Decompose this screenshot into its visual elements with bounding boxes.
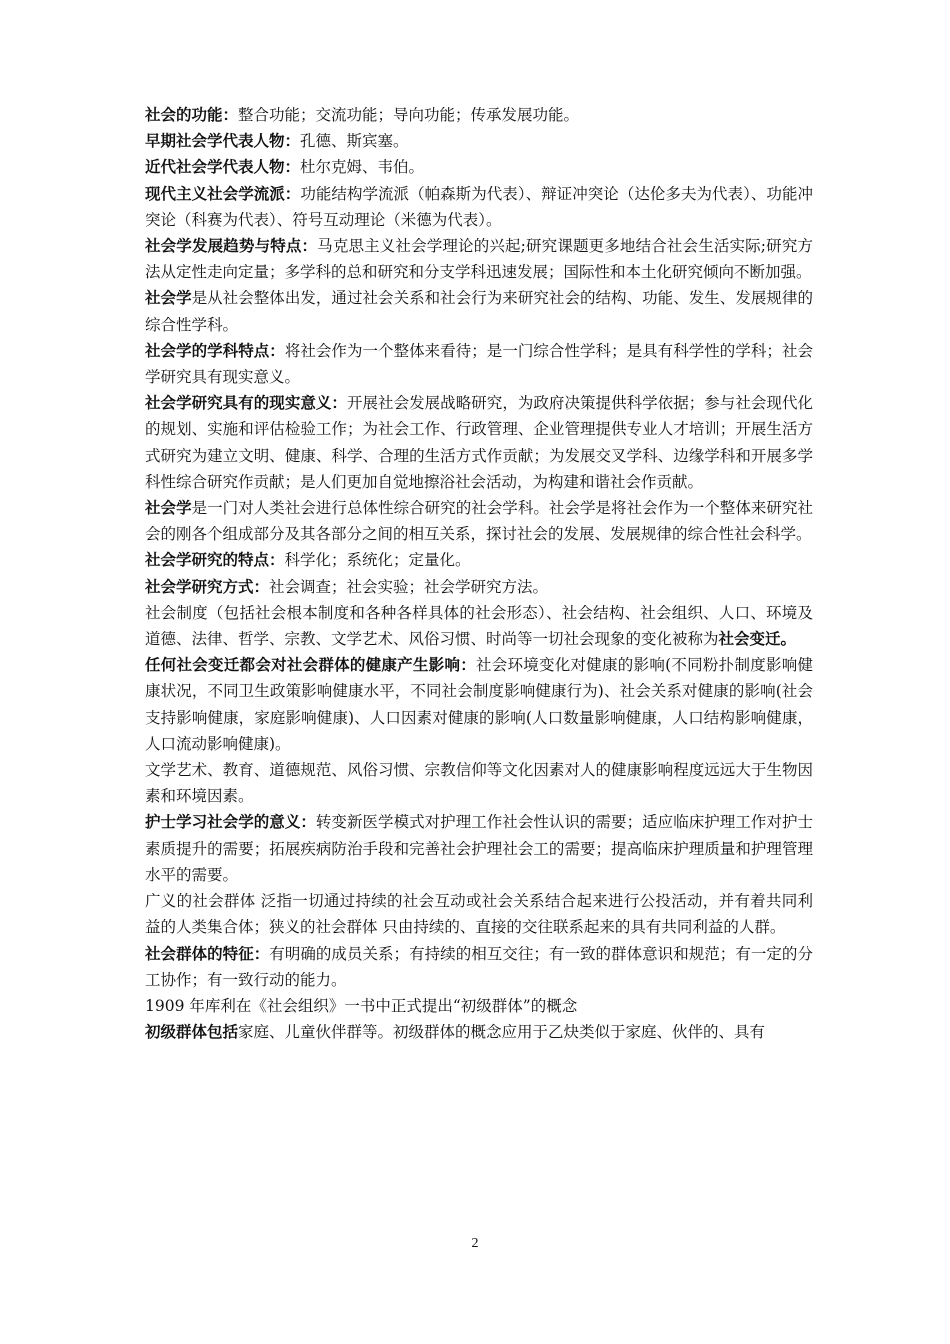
paragraph [145, 993, 813, 1019]
paragraph-text: 文学艺术、教育、道德规范、风俗习惯、宗教信仰等文化因素对人的健康影响程度远远大于生物因素和环境因素。 [145, 761, 813, 806]
paragraph [145, 652, 813, 757]
paragraph [145, 574, 813, 600]
bold-term: 现代主义社会学流派： [145, 183, 301, 203]
paragraph [145, 285, 813, 337]
paragraph [145, 154, 813, 180]
bold-term: 社会学 [145, 288, 192, 308]
paragraph [145, 495, 813, 547]
bold-term: 社会群体的特征： [145, 943, 270, 963]
paragraph-text: 马克思主义社会学理论的兴起;研究课题更多地结合社会生活实际;研究方法从定性走向定量；多学科的总和研究和分支学科迅速发展；国际性和本土化研究倾向不断加强。 [145, 237, 813, 282]
paragraph-text: 杜尔克姆、韦伯。 [300, 158, 425, 177]
bold-term: 社会学发展趋势与特点： [145, 236, 318, 256]
paragraph [145, 809, 813, 888]
paragraph [145, 757, 813, 809]
bold-term: 早期社会学代表人物： [145, 131, 301, 151]
bold-term: 社会的功能： [145, 105, 239, 124]
paragraph-text: 科学化；系统化；定量化。 [284, 551, 471, 570]
paragraph-text: 1909 年库利在《社会组织》一书中正式提出“初级群体”的概念 [145, 996, 578, 1015]
paragraph [145, 888, 813, 940]
paragraph [145, 941, 813, 993]
paragraph-text: 家庭、儿童伙伴群等。初级群体的概念应用于乙炔类似于家庭、伙伴的、具有 [238, 1023, 766, 1042]
paragraph-text: 有明确的成员关系；有持续的相互交往；有一致的群体意识和规范；有一定的分工协作；有一致行动的能力。 [145, 944, 813, 989]
paragraph [145, 102, 813, 128]
paragraph-text: 将社会作为一个整体来看待；是一门综合性学科；是具有科学性的学科；社会学研究具有现实意义。 [145, 341, 813, 387]
bold-term: 初级群体包括 [145, 1022, 239, 1042]
bold-term: 社会学研究具有的现实意义： [145, 393, 347, 413]
paragraph-text: 孔德、斯宾塞。 [300, 132, 409, 151]
bold-term: 社会学研究的特点： [145, 550, 285, 570]
bold-term: 社会学研究方式： [145, 576, 270, 596]
paragraph [145, 547, 813, 573]
paragraph-text: 转变新医学模式对护理工作社会性认识的需要；适应临床护理工作对护士素质提升的需要；拓展疾病防治手段和完善社会护理社会工的需要；提高临床护理质量和护理管理水平的需要。 [145, 813, 813, 884]
paragraph-text: 功能结构学流派（帕森斯为代表）、辩证冲突论（达伦多夫为代表）、功能冲突论（科赛为代表）、符号互动理论（米德为代表）。 [145, 184, 813, 229]
paragraph-text: 是从社会整体出发，通过社会关系和社会行为来研究社会的结构、功能、发生、发展规律的综合性学科。 [145, 289, 813, 334]
paragraph-text: 社会制度（包括社会根本制度和各种各样具体的社会形态）、社会结构、社会组织、人口、环境及道德、法律、哲学、宗教、文学艺术、风俗习惯、时尚等一切社会现象的变化被称为 [145, 603, 813, 649]
paragraph [145, 600, 813, 652]
paragraph-text: 社会调查；社会实验；社会学研究方法。 [269, 577, 549, 596]
paragraph-text: 广义的社会群体 泛指一切通过持续的社会互动或社会关系结合起来进行公投活动，并有着共同利益的人类集合体；狭义的社会群体 只由持续的、直接的交往联系起来的具有共同利益的人群。 [145, 892, 813, 937]
bold-term: 社会学 [145, 498, 192, 518]
bold-term: 近代社会学代表人物： [145, 157, 301, 177]
paragraph [145, 128, 813, 154]
paragraph [145, 1019, 813, 1045]
bold-term: 护士学习社会学的意义： [145, 812, 316, 832]
page-number: 2 [471, 1236, 479, 1251]
paragraph-text: 开展社会发展战略研究，为政府决策提供科学依据；参与社会现代化的规划、实施和评估检验工作；为社会工作、行政管理、企业管理提供专业人才培训；开展生活方式研究为建立文明、健康、科学、合理的生活方式作贡献；为发展交叉学科、边缘学科和开展多学科性综合研究作贡献；是人们更加自觉地擦浴社会活动，为构建和谐社会作贡献。 [145, 394, 813, 491]
body-text [145, 102, 813, 1045]
paragraph-text: 社会环境变化对健康的影响(不同粉扑制度影响健康状况，不同卫生政策影响健康水平，不同社会制度影响健康行为)、社会关系对健康的影响(社会支持影响健康，家庭影响健康)、人口因素对健康的影响(人口数量影响健康，人口结构影响健康，人口流动影响健康)。 [145, 656, 813, 753]
bold-term: 社会学的学科特点： [145, 340, 285, 360]
paragraph [145, 338, 813, 390]
paragraph [145, 181, 813, 233]
bold-term: 社会变迁。 [718, 629, 797, 649]
paragraph-text: 整合功能；交流功能；导向功能；传承发展功能。 [238, 106, 580, 124]
paragraph [145, 390, 813, 495]
paragraph-text: 是一门对人类社会进行总体性综合研究的社会学科。社会学是将社会作为一个整体来研究社会的刚各个组成部分及其各部分之间的相互关系，探讨社会的发展、发展规律的综合性社会科学。 [145, 499, 813, 544]
bold-term: 任何社会变迁都会对社会群体的健康产生影响： [145, 655, 476, 675]
paragraph [145, 233, 813, 285]
